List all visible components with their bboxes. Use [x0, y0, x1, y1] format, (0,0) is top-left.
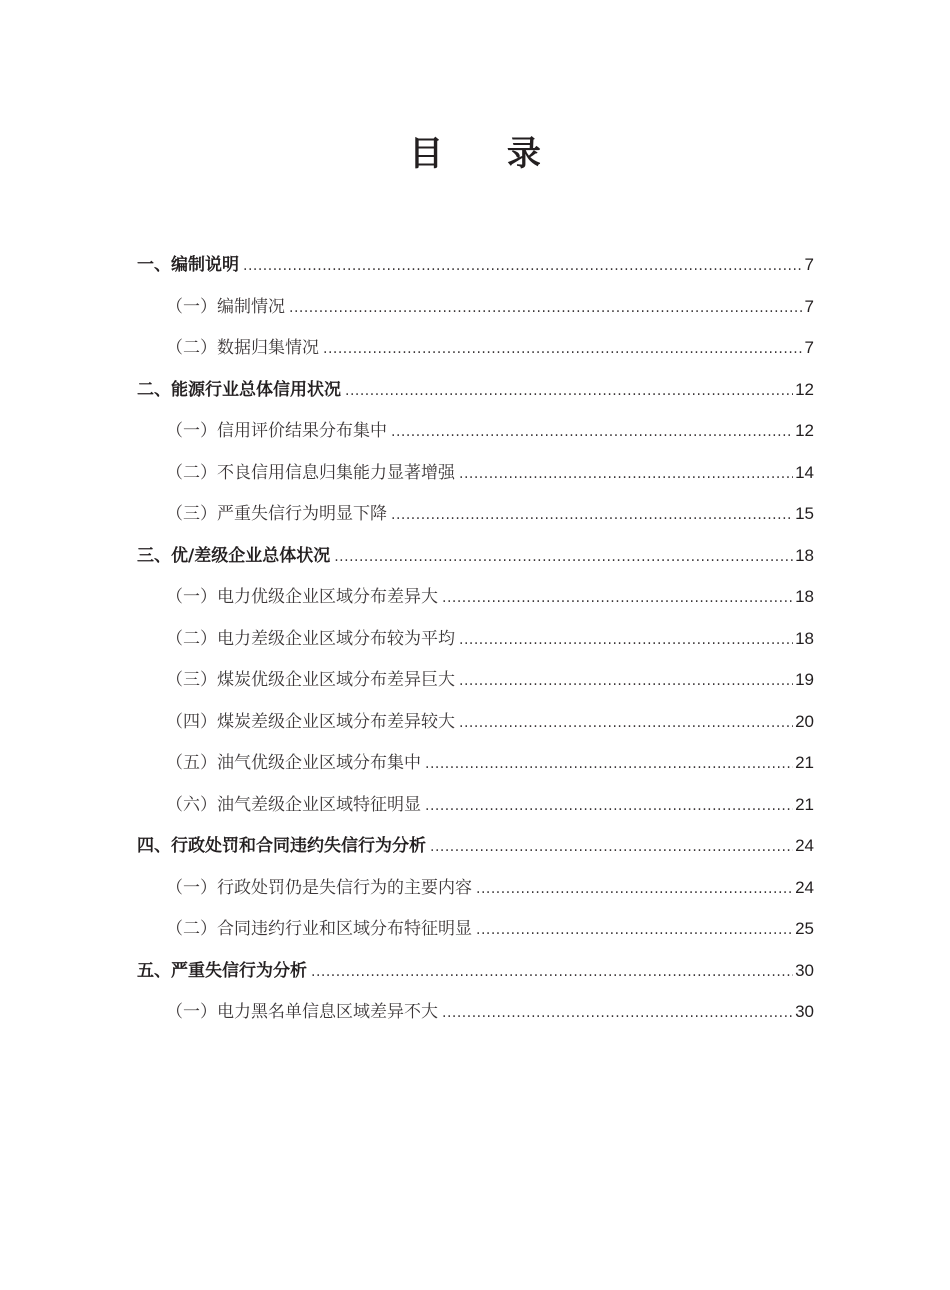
dot-leader [476, 869, 793, 911]
toc-entry-label: （五）油气优级企业区域分布集中 [166, 753, 421, 773]
toc-entry-label: （一）编制情况 [166, 296, 285, 317]
toc-subsection-entry[interactable] [137, 286, 814, 328]
toc-entry-label: 五、严重失信行为分析 [137, 960, 307, 981]
dot-leader [442, 993, 793, 1035]
toc-page-number: 21 [795, 794, 814, 814]
toc-page-number: 14 [795, 462, 814, 482]
toc-page-number: 18 [795, 545, 814, 565]
dot-leader [459, 454, 793, 496]
toc-entry-label: 一、编制说明 [137, 255, 239, 275]
toc-page-number: 21 [795, 753, 814, 772]
toc-entry-label: （二）数据归集情况 [166, 338, 319, 358]
toc-page-number: 7 [804, 255, 814, 274]
toc-page-number: 20 [795, 711, 814, 731]
toc-page-number: 25 [795, 919, 814, 938]
dot-leader [243, 246, 803, 288]
toc-subsection-entry[interactable] [137, 493, 814, 535]
toc-subsection-entry[interactable] [137, 784, 814, 826]
dot-leader [289, 288, 803, 330]
toc-page-number: 30 [795, 960, 814, 980]
dot-leader [391, 412, 793, 454]
toc-entry-label: 三、优/差级企业总体状况 [137, 545, 331, 566]
dot-leader [323, 329, 803, 371]
dot-leader [311, 952, 793, 994]
toc-page-number: 18 [795, 587, 814, 606]
dot-leader [442, 578, 793, 620]
toc-entry-label: （六）油气差级企业区域特征明显 [166, 794, 421, 815]
toc-subsection-entry[interactable] [137, 452, 814, 494]
dot-leader [425, 744, 793, 786]
page-title: 目 录 [409, 134, 567, 174]
toc-entry-label: （二）电力差级企业区域分布较为平均 [166, 628, 455, 649]
toc-entry-label: （一）信用评价结果分布集中 [166, 421, 387, 441]
toc-page-number: 7 [804, 296, 814, 316]
toc-page-number: 30 [795, 1002, 814, 1021]
toc-page-number: 18 [795, 628, 814, 648]
toc-entry-label: （二）不良信用信息归集能力显著增强 [166, 462, 455, 483]
toc-section-entry[interactable] [137, 244, 814, 286]
toc-section-entry[interactable] [137, 535, 814, 577]
toc-subsection-entry[interactable] [137, 867, 814, 909]
toc-entry-label: （三）严重失信行为明显下降 [166, 504, 387, 524]
toc-section-entry[interactable] [137, 369, 814, 411]
toc-subsection-entry[interactable] [137, 742, 814, 784]
toc-entry-label: （一）电力黑名单信息区域差异不大 [166, 1002, 438, 1022]
toc-entry-label: 四、行政处罚和合同违约失信行为分析 [137, 836, 426, 856]
table-of-contents [137, 244, 814, 1033]
toc-entry-label: 二、能源行业总体信用状况 [137, 379, 341, 400]
toc-subsection-entry[interactable] [137, 659, 814, 701]
toc-subsection-entry[interactable] [137, 327, 814, 369]
dot-leader [459, 661, 793, 703]
dot-leader [459, 620, 793, 662]
dot-leader [430, 827, 793, 869]
toc-section-entry[interactable] [137, 825, 814, 867]
toc-subsection-entry[interactable] [137, 701, 814, 743]
dot-leader [334, 537, 793, 579]
dot-leader [459, 703, 793, 745]
toc-page-number: 12 [795, 379, 814, 399]
toc-page-number: 19 [795, 670, 814, 689]
toc-subsection-entry[interactable] [137, 618, 814, 660]
toc-page-number: 15 [795, 504, 814, 523]
toc-entry-label: （一）电力优级企业区域分布差异大 [166, 587, 438, 607]
toc-entry-label: （一）行政处罚仍是失信行为的主要内容 [166, 877, 472, 898]
dot-leader [391, 495, 793, 537]
toc-section-entry[interactable] [137, 950, 814, 992]
toc-page-number: 12 [795, 421, 814, 440]
toc-entry-label: （四）煤炭差级企业区域分布差异较大 [166, 711, 455, 732]
toc-page-number: 24 [795, 836, 814, 855]
toc-page-number: 7 [804, 338, 814, 357]
toc-entry-label: （三）煤炭优级企业区域分布差异巨大 [166, 670, 455, 690]
dot-leader [425, 786, 793, 828]
toc-subsection-entry[interactable] [137, 991, 814, 1033]
dot-leader [476, 910, 793, 952]
toc-page-number: 24 [795, 877, 814, 897]
toc-subsection-entry[interactable] [137, 908, 814, 950]
toc-subsection-entry[interactable] [137, 576, 814, 618]
toc-subsection-entry[interactable] [137, 410, 814, 452]
toc-entry-label: （二）合同违约行业和区域分布特征明显 [166, 919, 472, 939]
dot-leader [345, 371, 793, 413]
